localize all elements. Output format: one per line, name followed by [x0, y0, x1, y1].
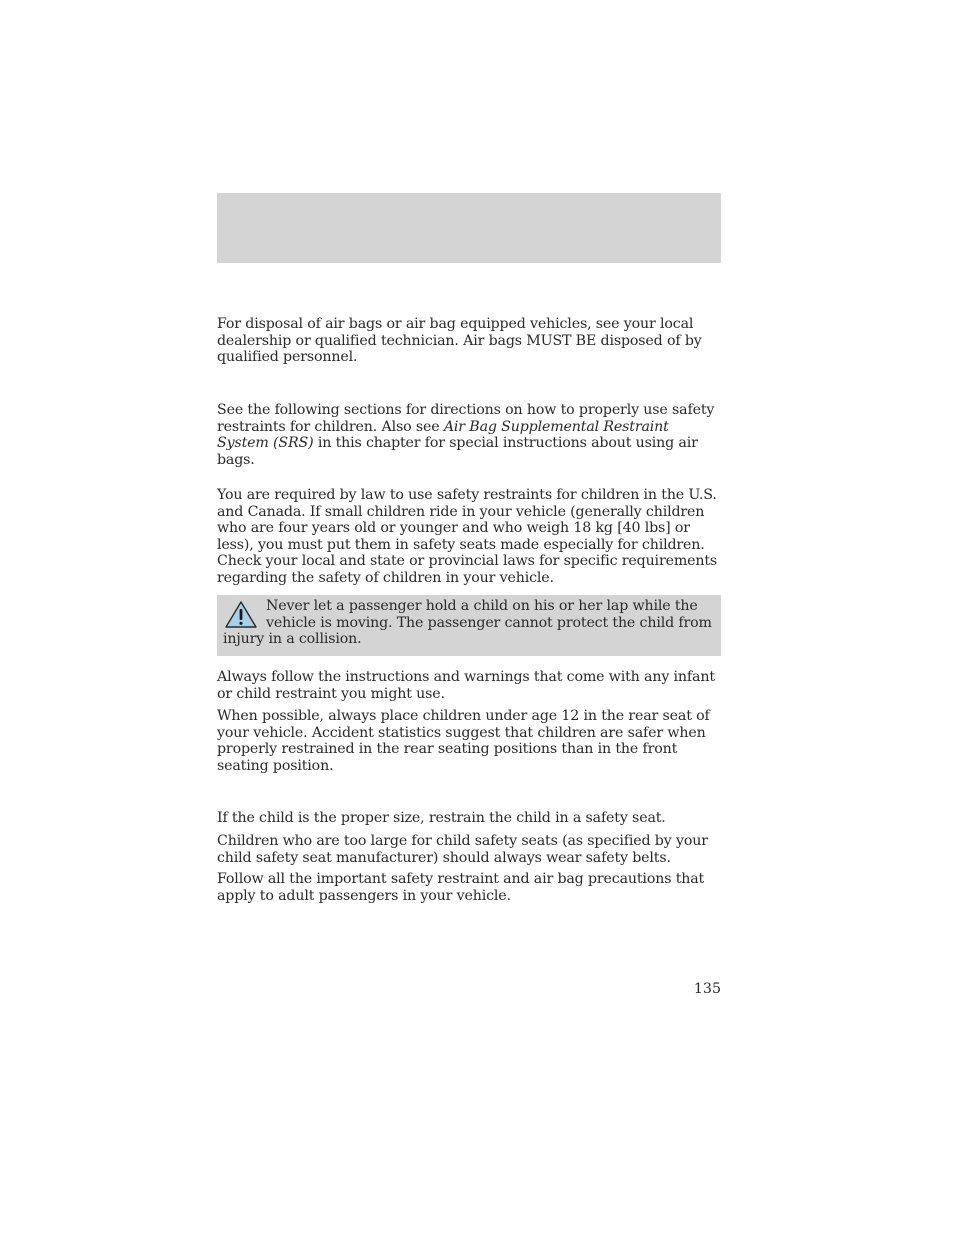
children-intro-lead: See the following sections for directions on how to properly use safety restraints for children. Also see: [217, 402, 715, 435]
page-number: 135: [693, 981, 721, 997]
warning-text: Never let a passenger hold a child on his or her lap while the vehicle is moving. The passenger cannot protect the child from injury in a collision.: [223, 598, 712, 647]
too-large-paragraph: [217, 833, 723, 866]
srs-reference: Air Bag Supplemental Restraint System (SRS): [217, 418, 669, 451]
warning-box: [217, 595, 721, 656]
children-intro-paragraph: [217, 402, 723, 468]
disposal-paragraph: [217, 316, 723, 366]
proper-size-text: If the child is the proper size, restrain the child in a safety seat.: [217, 810, 666, 826]
law-text: You are required by law to use safety restraints for children in the U.S. and Canada. If small children ride in your vehicle (generally children who are four years old or younger and who weigh 18 kg [40 lbs] or less), you must put them in safety seats made especially for children. Check your local and state or provincial laws for specific requirements regarding the safety of children in your vehicle.: [217, 487, 718, 586]
too-large-text: Children who are too large for child safety seats (as specified by your child safety seat manufacturer) should always wear safety belts.: [217, 833, 708, 866]
precautions-paragraph: [217, 871, 723, 904]
children-intro-tail: in this chapter for special instructions about using air bags.: [217, 435, 698, 468]
disposal-text: For disposal of air bags or air bag equipped vehicles, see your local dealership or qualified technician. Air bags MUST BE disposed of by qualified personnel.: [217, 316, 702, 365]
follow-instructions-paragraph: [217, 669, 723, 702]
proper-size-paragraph: [217, 810, 723, 827]
law-paragraph: [217, 487, 723, 586]
rear-seat-paragraph: [217, 708, 723, 774]
precautions-text: Follow all the important safety restraint and air bag precautions that apply to adult passengers in your vehicle.: [217, 871, 705, 904]
children-intro-text: [217, 402, 723, 468]
follow-instructions-text: Always follow the instructions and warnings that come with any infant or child restraint you might use.: [217, 669, 715, 702]
rear-seat-text: When possible, always place children under age 12 in the rear seat of your vehicle. Accident statistics suggest that children are safer when properly restrained in the rear seating positions than in the front seating position.: [217, 708, 710, 774]
section-header-bar: [217, 193, 721, 263]
